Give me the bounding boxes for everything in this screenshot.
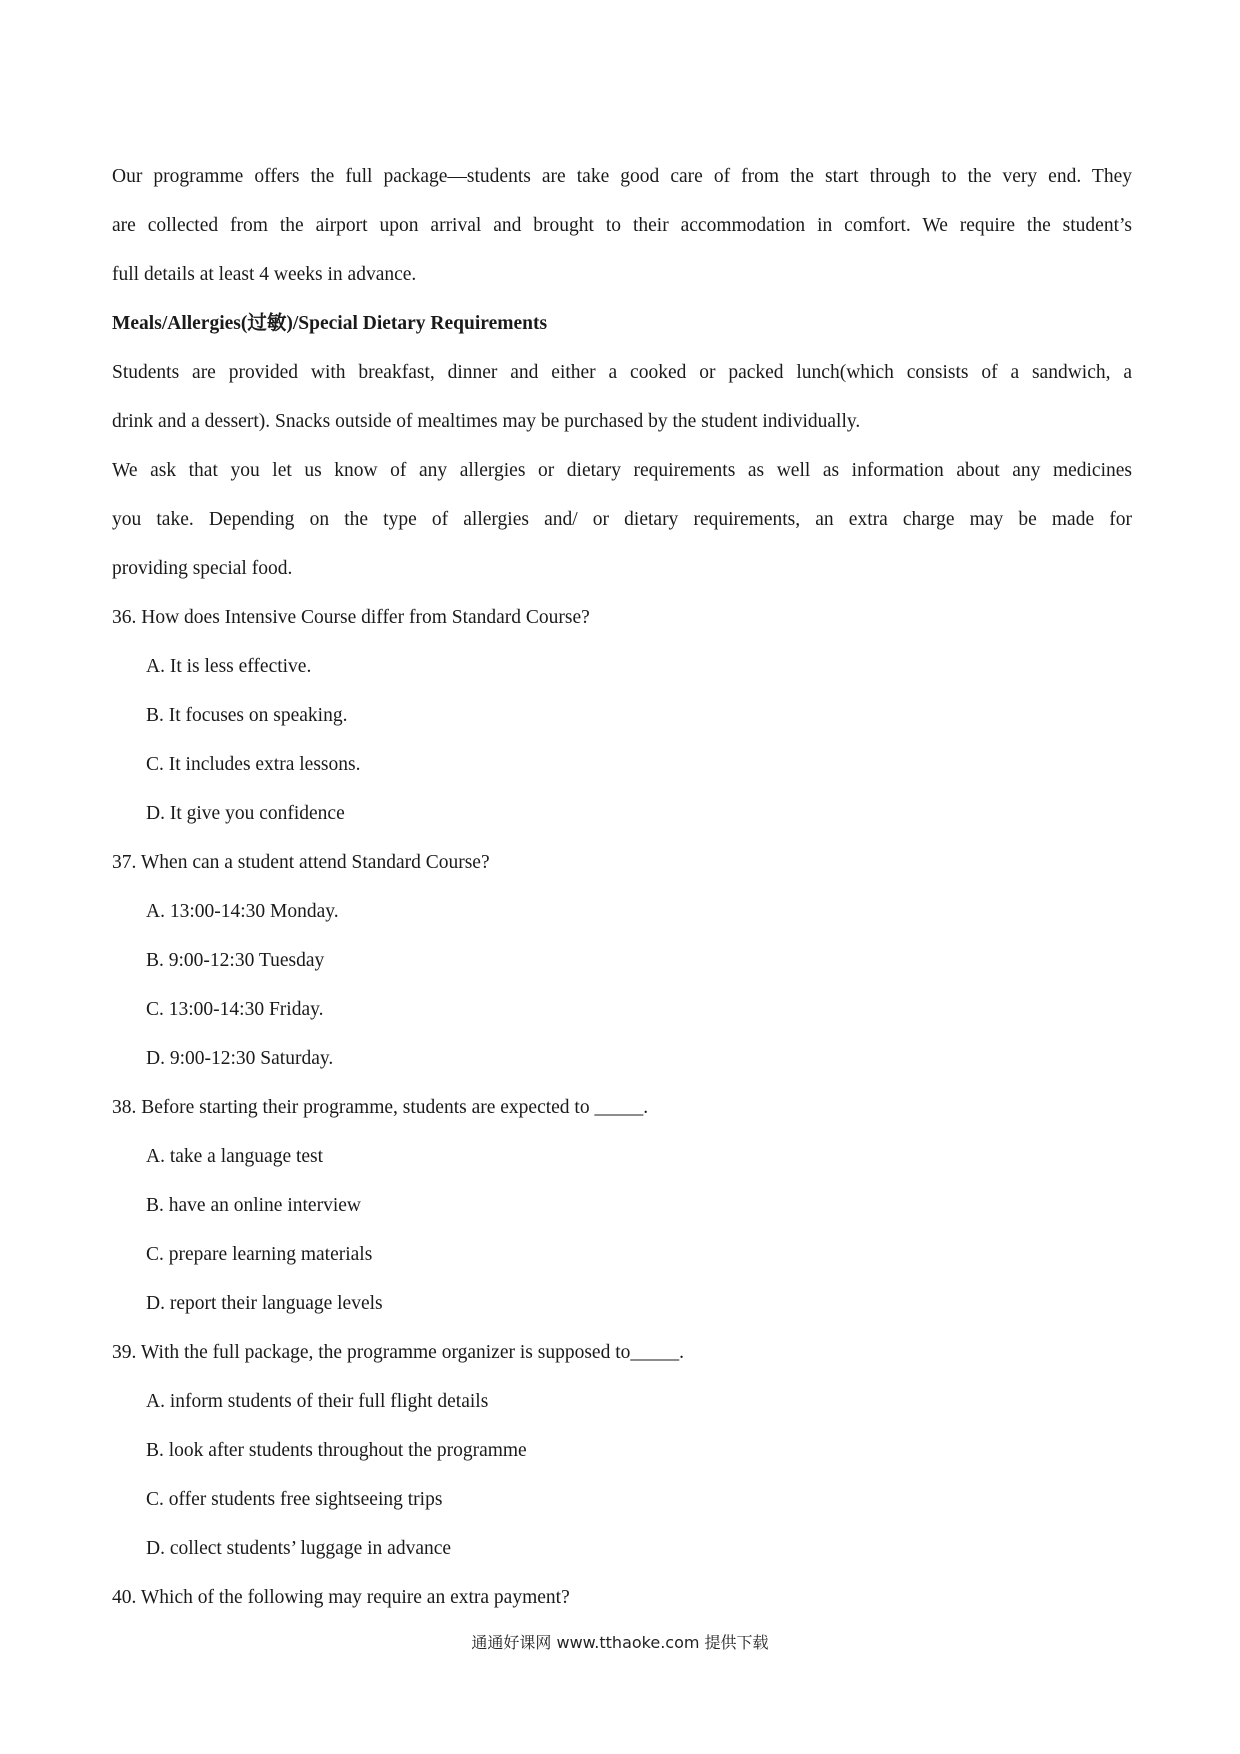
- question-stem: 40. Which of the following may require an extra payment?: [112, 1587, 570, 1608]
- page-footer: 通通好课网 www.tthaoke.com 提供下载: [471, 1633, 769, 1652]
- question-stem: 39. With the full package, the programme organizer is supposed to_____.: [112, 1342, 684, 1363]
- meals-line: drink and a dessert). Snacks outside of mealtimes may be purchased by the student individually.: [112, 411, 861, 432]
- question-stem: 36. How does Intensive Course differ from Standard Course?: [112, 607, 590, 628]
- question-stem: 38. Before starting their programme, students are expected to _____.: [112, 1097, 649, 1118]
- answer-option: B. look after students throughout the programme: [146, 1440, 527, 1461]
- intro-line: Our programme offers the full package—students are take good care of from the start through to the very end. They: [112, 166, 1132, 187]
- question-stem: 37. When can a student attend Standard Course?: [112, 852, 490, 873]
- document-page: [112, 152, 1132, 1622]
- meals-line: Students are provided with breakfast, dinner and either a cooked or packed lunch(which consists of a sandwich, a: [112, 362, 1132, 383]
- meals-line: We ask that you let us know of any allergies or dietary requirements as well as information about any medicines: [112, 460, 1132, 481]
- intro-line: are collected from the airport upon arrival and brought to their accommodation in comfort. We require the student’s: [112, 215, 1132, 236]
- answer-option: D. report their language levels: [146, 1293, 383, 1314]
- meals-line: providing special food.: [112, 558, 293, 579]
- answer-option: B. It focuses on speaking.: [146, 705, 348, 726]
- meals-heading: Meals/Allergies(过敏)/Special Dietary Requirements: [112, 313, 548, 334]
- answer-option: D. 9:00-12:30 Saturday.: [146, 1048, 334, 1069]
- meals-line: you take. Depending on the type of allergies and/ or dietary requirements, an extra charge may be made for: [112, 509, 1132, 530]
- answer-option: C. It includes extra lessons.: [146, 754, 361, 775]
- answer-option: A. 13:00-14:30 Monday.: [146, 901, 339, 922]
- answer-option: D. It give you confidence: [146, 803, 345, 824]
- answer-option: C. offer students free sightseeing trips: [146, 1489, 443, 1510]
- answer-option: D. collect students’ luggage in advance: [146, 1538, 452, 1559]
- answer-option: B. have an online interview: [146, 1195, 361, 1216]
- answer-option: B. 9:00-12:30 Tuesday: [146, 950, 325, 971]
- intro-line: full details at least 4 weeks in advance.: [112, 264, 417, 285]
- answer-option: A. inform students of their full flight details: [146, 1391, 489, 1412]
- answer-option: A. take a language test: [146, 1146, 324, 1167]
- answer-option: A. It is less effective.: [146, 656, 312, 677]
- answer-option: C. prepare learning materials: [146, 1244, 373, 1265]
- answer-option: C. 13:00-14:30 Friday.: [146, 999, 324, 1020]
- intro-paragraph: [112, 152, 1132, 299]
- meals-paragraph-2: [112, 446, 1132, 593]
- meals-paragraph-1: [112, 348, 1132, 446]
